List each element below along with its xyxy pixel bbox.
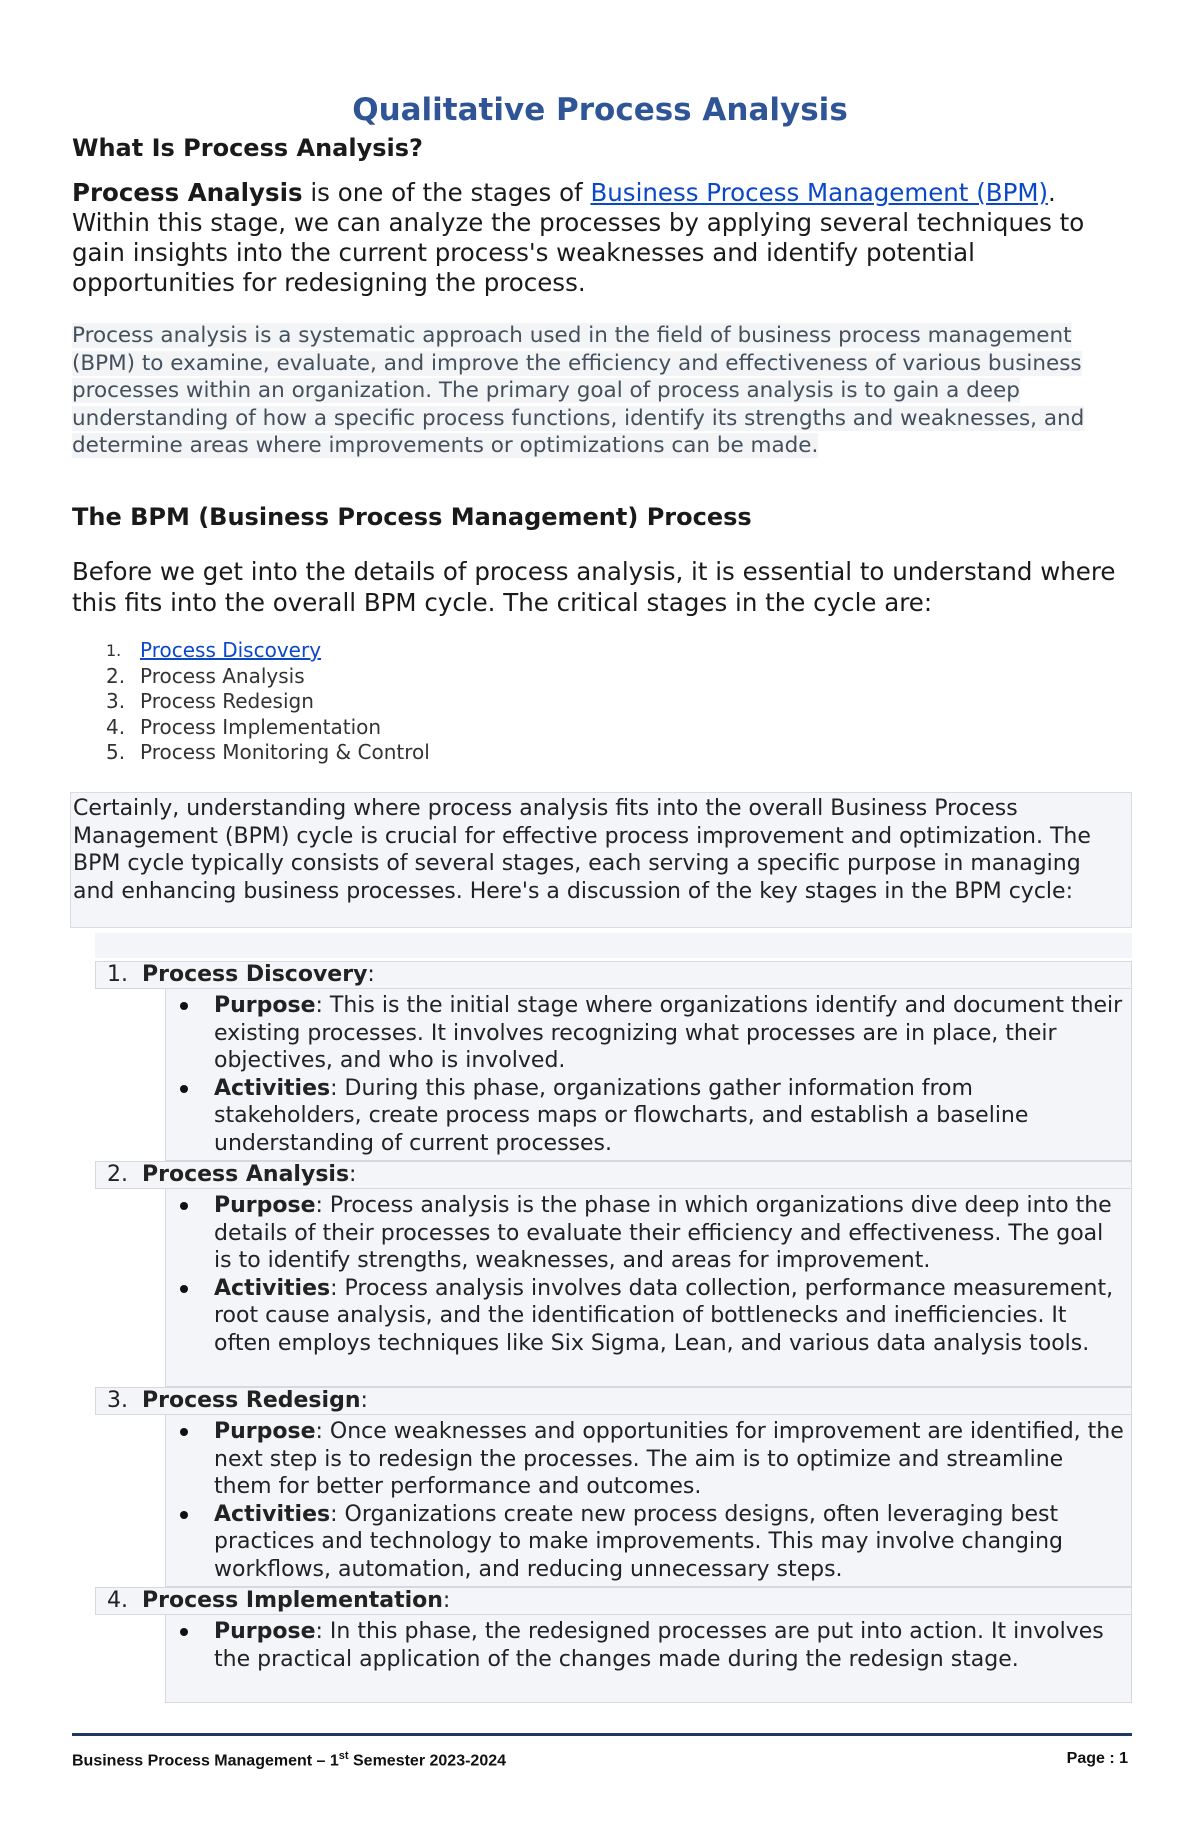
stage-heading [95, 1587, 1132, 1615]
stage-colon: : [349, 1162, 357, 1187]
section-heading-bpm-process: The BPM (Business Process Management) Process [72, 503, 752, 531]
stage-number: 3. [107, 1388, 128, 1413]
stage-title: Process Redesign [142, 1388, 361, 1413]
bullet-label: Purpose [214, 1619, 316, 1644]
stage-title: Process Analysis [142, 1162, 350, 1187]
stage-title-wrap [142, 1388, 368, 1414]
list-item [100, 638, 430, 664]
page-number: Page : 1 [1066, 1750, 1128, 1767]
bullet-text: : Process analysis is the phase in which organizations dive deep into the details of their processes to evaluate their efficiency and effectiveness. The goal is to identify strengths, weaknesses, and areas for improvement. [214, 1193, 1112, 1273]
bpm-link[interactable]: Business Process Management (BPM) [590, 178, 1049, 207]
bpm-cycle-quote: Certainly, understanding where process analysis fits into the overall Business Process Management (BPM) cycle is crucial for effective process improvement and optimization. The BPM cycle typically consists of several stages, each serving a specific purpose in managing and enhancing business processes. Here's a discussion of the key stages in the BPM cycle: [70, 792, 1132, 928]
page-title: Qualitative Process Analysis [352, 92, 848, 128]
definition-text: Process analysis is a systematic approach used in the field of business process management (BPM) to examine, evaluate, and improve the efficiency and effectiveness of various business processes within an organization. The primary goal of process analysis is to gain a deep understanding of how a specific process functions, identify its strengths and weaknesses, and determine areas where improvements or optimizations can be made. [72, 323, 1085, 458]
process-discovery-link[interactable]: Process Discovery [140, 638, 322, 662]
list-item-label: Process Redesign [140, 689, 314, 713]
bpm-intro-paragraph: Before we get into the details of process analysis, it is essential to understand where this fits into the overall BPM cycle. The critical stages in the cycle are: [72, 557, 1116, 617]
stage-title: Process Implementation [142, 1588, 443, 1613]
bullet-item [166, 1501, 1127, 1584]
stage-title-wrap [142, 962, 375, 988]
intro-text-rest: . Within this stage, we can analyze the processes by applying several techniques to gain insights into the current process's weaknesses and identify potential opportunities for redesigning the process. [72, 178, 1085, 297]
bullet-label: Activities [214, 1501, 331, 1527]
bullet-icon [180, 1511, 188, 1519]
bullet-text: : This is the initial stage where organizations identify and document their existing processes. It involves recognizing what processes are in place, their objectives, and who is involved. [214, 993, 1123, 1073]
bullet-text: : Process analysis involves data collection, performance measurement, root cause analysis, and the identification of bottlenecks and inefficiencies. It often employs techniques like Six Sigma, Lean, and various data analysis tools. [214, 1275, 1114, 1356]
stage-body [165, 1189, 1132, 1387]
stage-number: 2. [107, 1162, 128, 1187]
intro-paragraph [72, 178, 1132, 298]
bullet-text: : Once weaknesses and opportunities for improvement are identified, the next step is to redesign the processes. The aim is to optimize and streamline them for better performance and outcomes. [214, 1419, 1124, 1499]
bullet-label: Purpose [214, 1419, 316, 1444]
stage-body [165, 1615, 1132, 1703]
bullet-item [166, 992, 1127, 1075]
list-number: 2. [106, 663, 126, 688]
stage-heading [95, 1161, 1132, 1189]
footer-course-prefix: Business Process Management – 1 [72, 1752, 339, 1770]
list-item-label: Process Implementation [140, 714, 382, 739]
bullet-label: Activities [214, 1075, 331, 1101]
bullet-item [166, 1618, 1127, 1673]
bullet-icon [180, 1285, 188, 1293]
stage-colon: : [367, 962, 375, 987]
list-number: 3. [106, 689, 126, 713]
stage-heading [95, 961, 1132, 989]
stage-heading [95, 1387, 1132, 1415]
stage-body [165, 989, 1132, 1161]
intro-text: is one of the stages of [302, 178, 591, 207]
bpm-stages-list [100, 638, 430, 766]
bullet-text: : In this phase, the redesigned processes are put into action. It involves the practical application of the changes made during the redesign stage. [214, 1619, 1104, 1672]
bullet-text: : During this phase, organizations gather information from stakeholders, create process maps or flowcharts, and establish a baseline understanding of current processes. [214, 1075, 1029, 1156]
list-item [100, 664, 430, 690]
list-number: 1. [106, 641, 122, 660]
footer-course-label [72, 1750, 506, 1770]
bullet-label: Purpose [214, 1193, 316, 1218]
bullet-label: Purpose [214, 993, 316, 1018]
stage-number: 4. [107, 1588, 128, 1613]
footer-superscript: st [338, 1750, 349, 1762]
spacer-band [95, 933, 1132, 958]
stage-colon: : [442, 1588, 451, 1613]
footer-divider [72, 1733, 1132, 1736]
stage-title-wrap [142, 1588, 450, 1614]
footer-course-suffix: Semester 2023-2024 [348, 1752, 507, 1770]
stage-body [165, 1415, 1132, 1587]
bullet-icon [180, 1085, 188, 1093]
section-heading-what-is: What Is Process Analysis? [72, 134, 423, 162]
bullet-text: : Organizations create new process designs, often leveraging best practices and technology to make improvements. This may involve changing workflows, automation, and reducing unnecessary steps. [214, 1501, 1064, 1582]
list-item [100, 740, 430, 766]
bullet-item [166, 1275, 1127, 1358]
bullet-icon [180, 1428, 188, 1436]
process-analysis-definition [72, 322, 1132, 460]
bullet-label: Activities [214, 1275, 331, 1301]
list-item [100, 689, 430, 715]
bullet-item [166, 1075, 1127, 1158]
bullet-item [166, 1192, 1127, 1275]
list-item [100, 715, 430, 741]
list-item-label: Process Monitoring & Control [140, 740, 430, 764]
bullet-icon [180, 1202, 188, 1210]
list-number: 5. [106, 740, 126, 764]
stage-title: Process Discovery [142, 962, 368, 987]
bullet-item [166, 1418, 1127, 1501]
stage-title-wrap [142, 1162, 356, 1188]
list-item-label: Process Analysis [140, 663, 305, 688]
list-number: 4. [106, 714, 126, 739]
bullet-icon [180, 1002, 188, 1010]
intro-bold-term: Process Analysis [72, 178, 303, 207]
stage-colon: : [360, 1388, 368, 1413]
bullet-icon [180, 1628, 188, 1636]
stage-number: 1. [107, 962, 128, 987]
